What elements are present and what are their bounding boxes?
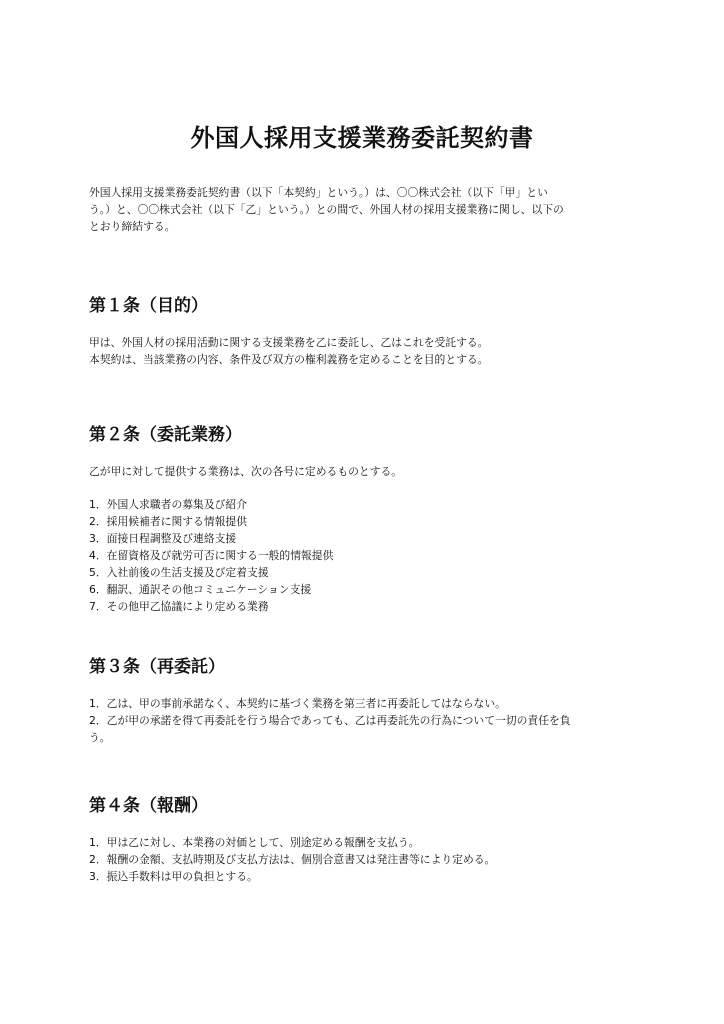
article-list — [89, 695, 571, 746]
article-line: 甲は、外国人材の採用活動に関する支援業務を乙に委託し、乙はこれを受託する。 — [89, 336, 489, 349]
list-item: 1．甲は乙に対し、本業務の対価として、別途定める報酬を支払う。 — [89, 836, 420, 849]
preamble-line: とおり締結する。 — [89, 220, 176, 233]
list-item: 7．その他甲乙協議により定める業務 — [89, 600, 269, 613]
list-item: 1．外国人求職者の募集及び紹介 — [89, 498, 248, 511]
list-item: 5．入社前後の生活支援及び定着支援 — [89, 566, 269, 579]
article-body — [89, 334, 488, 368]
document-title: 外国人採用支援業務委託契約書 — [190, 124, 534, 152]
article-2 — [89, 423, 402, 615]
list-item: 3．面接日程調整及び連絡支援 — [89, 532, 237, 545]
list-item: 2．採用候補者に関する情報提供 — [89, 515, 248, 528]
article-list — [89, 496, 402, 615]
article-heading: 第４条（報酬） — [89, 796, 208, 816]
article-heading: 第３条（再委託） — [89, 657, 225, 677]
preamble-line: う。）と、〇〇株式会社（以下「乙」という。）との間で、外国人材の採用支援業務に関し、以下の — [89, 203, 564, 216]
preamble — [89, 184, 564, 235]
article-line: 本契約は、当該業務の内容、条件及び双方の権利義務を定めることを目的とする。 — [89, 353, 489, 366]
article-line: 乙が甲に対して提供する業務は、次の各号に定めるものとする。 — [89, 465, 403, 478]
article-paragraph — [89, 463, 402, 480]
list-item: う。 — [89, 731, 111, 744]
article-1 — [89, 294, 488, 368]
article-3 — [89, 655, 571, 746]
article-heading: 第２条（委託業務） — [89, 425, 242, 445]
list-item: 2．報酬の金額、支払時期及び支払方法は、個別合意書又は発注書等により定める。 — [89, 853, 496, 866]
list-item: 1．乙は、甲の事前承諾なく、本契約に基づく業務を第三者に再委託してはならない。 — [89, 697, 506, 710]
list-item: 4．在留資格及び就労可否に関する一般的情報提供 — [89, 549, 334, 562]
list-item: 2．乙が甲の承諾を得て再委託を行う場合であっても、乙は再委託先の行為について一切の責任を負 — [89, 714, 571, 727]
list-item: 6．翻訳、通訳その他コミュニケーション支援 — [89, 583, 312, 596]
preamble-line: 外国人採用支援業務委託契約書（以下「本契約」という。）は、〇〇株式会社（以下「甲」とい — [89, 186, 548, 199]
article-list — [89, 834, 495, 885]
article-heading: 第１条（目的） — [89, 296, 208, 316]
article-4 — [89, 794, 495, 885]
list-item: 3．振込手数料は甲の負担とする。 — [89, 870, 258, 883]
